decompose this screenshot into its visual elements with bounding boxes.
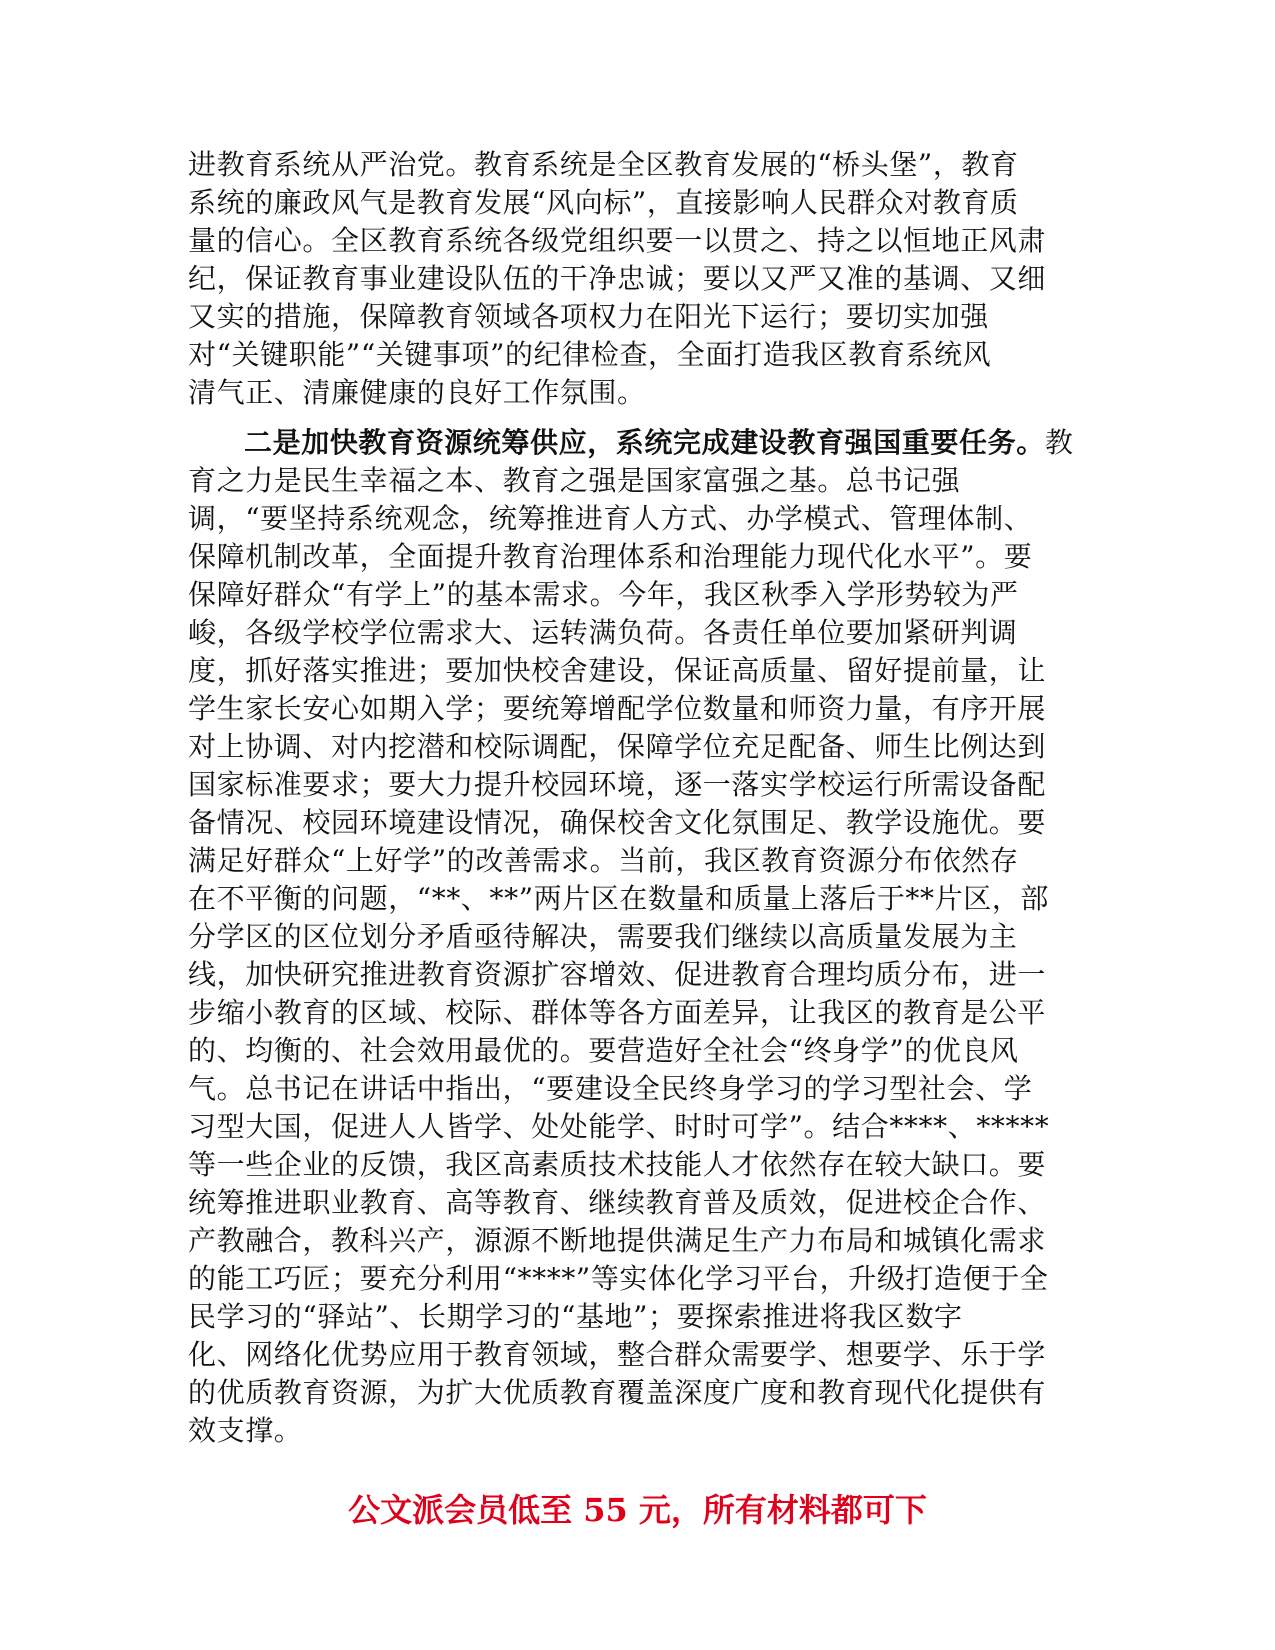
text-line: 步缩小教育的区域、校际、群体等各方面差异，让我区的教育是公平 bbox=[188, 996, 1047, 1029]
text-line: 系统的廉政风气是教育发展“风向标”，直接影响人民群众对教育质 bbox=[188, 186, 1019, 219]
text-line: 化、网络化优势应用于教育领域，整合群众需要学、想要学、乐于学 bbox=[188, 1338, 1047, 1371]
section-heading: 二是加快教育资源统筹供应，系统完成建设教育强国重要任务。 bbox=[244, 426, 1045, 459]
text-line: 纪，保证教育事业建设队伍的干净忠诚；要以又严又准的基调、又细 bbox=[188, 262, 1047, 295]
paragraph-2 bbox=[188, 424, 1074, 1450]
document-body bbox=[188, 146, 1074, 1450]
text-line: 峻，各级学校学位需求大、运转满负荷。各责任单位要加紧研判调 bbox=[188, 616, 1018, 649]
text-line: 学生家长安心如期入学；要统筹增配学位数量和师资力量，有序开展 bbox=[188, 692, 1047, 725]
text-line: 保障机制改革，全面提升教育治理体系和治理能力现代化水平”。要 bbox=[188, 540, 1033, 573]
text-line: 对“关键职能”“关键事项”的纪律检查，全面打造我区教育系统风 bbox=[188, 338, 992, 371]
text-line: 效支撑。 bbox=[188, 1414, 303, 1447]
paragraph-1 bbox=[188, 146, 1068, 412]
promo-footer: 公文派会员低至 55 元，所有材料都可下 bbox=[348, 1491, 927, 1529]
text-line: 分学区的区位划分矛盾亟待解决，需要我们继续以高质量发展为主 bbox=[188, 920, 1018, 953]
text-line: 在不平衡的问题，“**、**”两片区在数量和质量上落后于**片区，部 bbox=[188, 882, 1050, 915]
text-line: 度，抓好落实推进；要加快校舍建设，保证高质量、留好提前量，让 bbox=[188, 654, 1047, 687]
text-line: 调，“要坚持系统观念，统筹推进育人方式、办学模式、管理体制、 bbox=[188, 502, 1033, 535]
text-line: 的能工巧匠；要充分利用“****”等实体化学习平台，升级打造便于全 bbox=[188, 1262, 1049, 1295]
text-line: 育之力是民生幸福之本、教育之强是国家富强之基。总书记强 bbox=[188, 464, 961, 497]
text-line: 气。总书记在讲话中指出，“要建设全民终身学习的学习型社会、学 bbox=[188, 1072, 1033, 1105]
text-line: 国家标准要求；要大力提升校园环境，逐一落实学校运行所需设备配 bbox=[188, 768, 1047, 801]
text-line: 等一些企业的反馈，我区高素质技术技能人才依然存在较大缺口。要 bbox=[188, 1148, 1047, 1181]
text-line: 的、均衡的、社会效用最优的。要营造好全社会“终身学”的优良风 bbox=[188, 1034, 1019, 1067]
text-line: 民学习的“驿站”、长期学习的“基地”；要探索推进将我区数字 bbox=[188, 1300, 963, 1333]
heading-line bbox=[188, 424, 1074, 462]
text-line: 习型大国，促进人人皆学、处处能学、时时可学”。结合****、***** bbox=[188, 1110, 1050, 1143]
text-line: 清气正、清廉健康的良好工作氛围。 bbox=[188, 376, 646, 409]
text-line: 又实的措施，保障教育领域各项权力在阳光下运行；要切实加强 bbox=[188, 300, 989, 333]
text-line: 备情况、校园环境建设情况，确保校舍文化氛围足、教学设施优。要 bbox=[188, 806, 1047, 839]
text-line: 的优质教育资源，为扩大优质教育覆盖深度广度和教育现代化提供有 bbox=[188, 1376, 1047, 1409]
text-line: 进教育系统从严治党。教育系统是全区教育发展的“桥头堡”，教育 bbox=[188, 148, 1019, 181]
text-line: 保障好群众“有学上”的基本需求。今年，我区秋季入学形势较为严 bbox=[188, 578, 1019, 611]
heading-line-rest: 教 bbox=[1044, 426, 1074, 459]
text-line: 对上协调、对内挖潜和校际调配，保障学位充足配备、师生比例达到 bbox=[188, 730, 1047, 763]
text-line: 线，加快研究推进教育资源扩容增效、促进教育合理均质分布，进一 bbox=[188, 958, 1047, 991]
text-line: 满足好群众“上好学”的改善需求。当前，我区教育资源分布依然存 bbox=[188, 844, 1019, 877]
text-line: 产教融合，教科兴产，源源不断地提供满足生产力布局和城镇化需求 bbox=[188, 1224, 1047, 1257]
paragraph-spacer bbox=[188, 412, 1068, 424]
text-line: 统筹推进职业教育、高等教育、继续教育普及质效，促进校企合作、 bbox=[188, 1186, 1047, 1219]
text-line: 量的信心。全区教育系统各级党组织要一以贯之、持之以恒地正风肃 bbox=[188, 224, 1047, 257]
